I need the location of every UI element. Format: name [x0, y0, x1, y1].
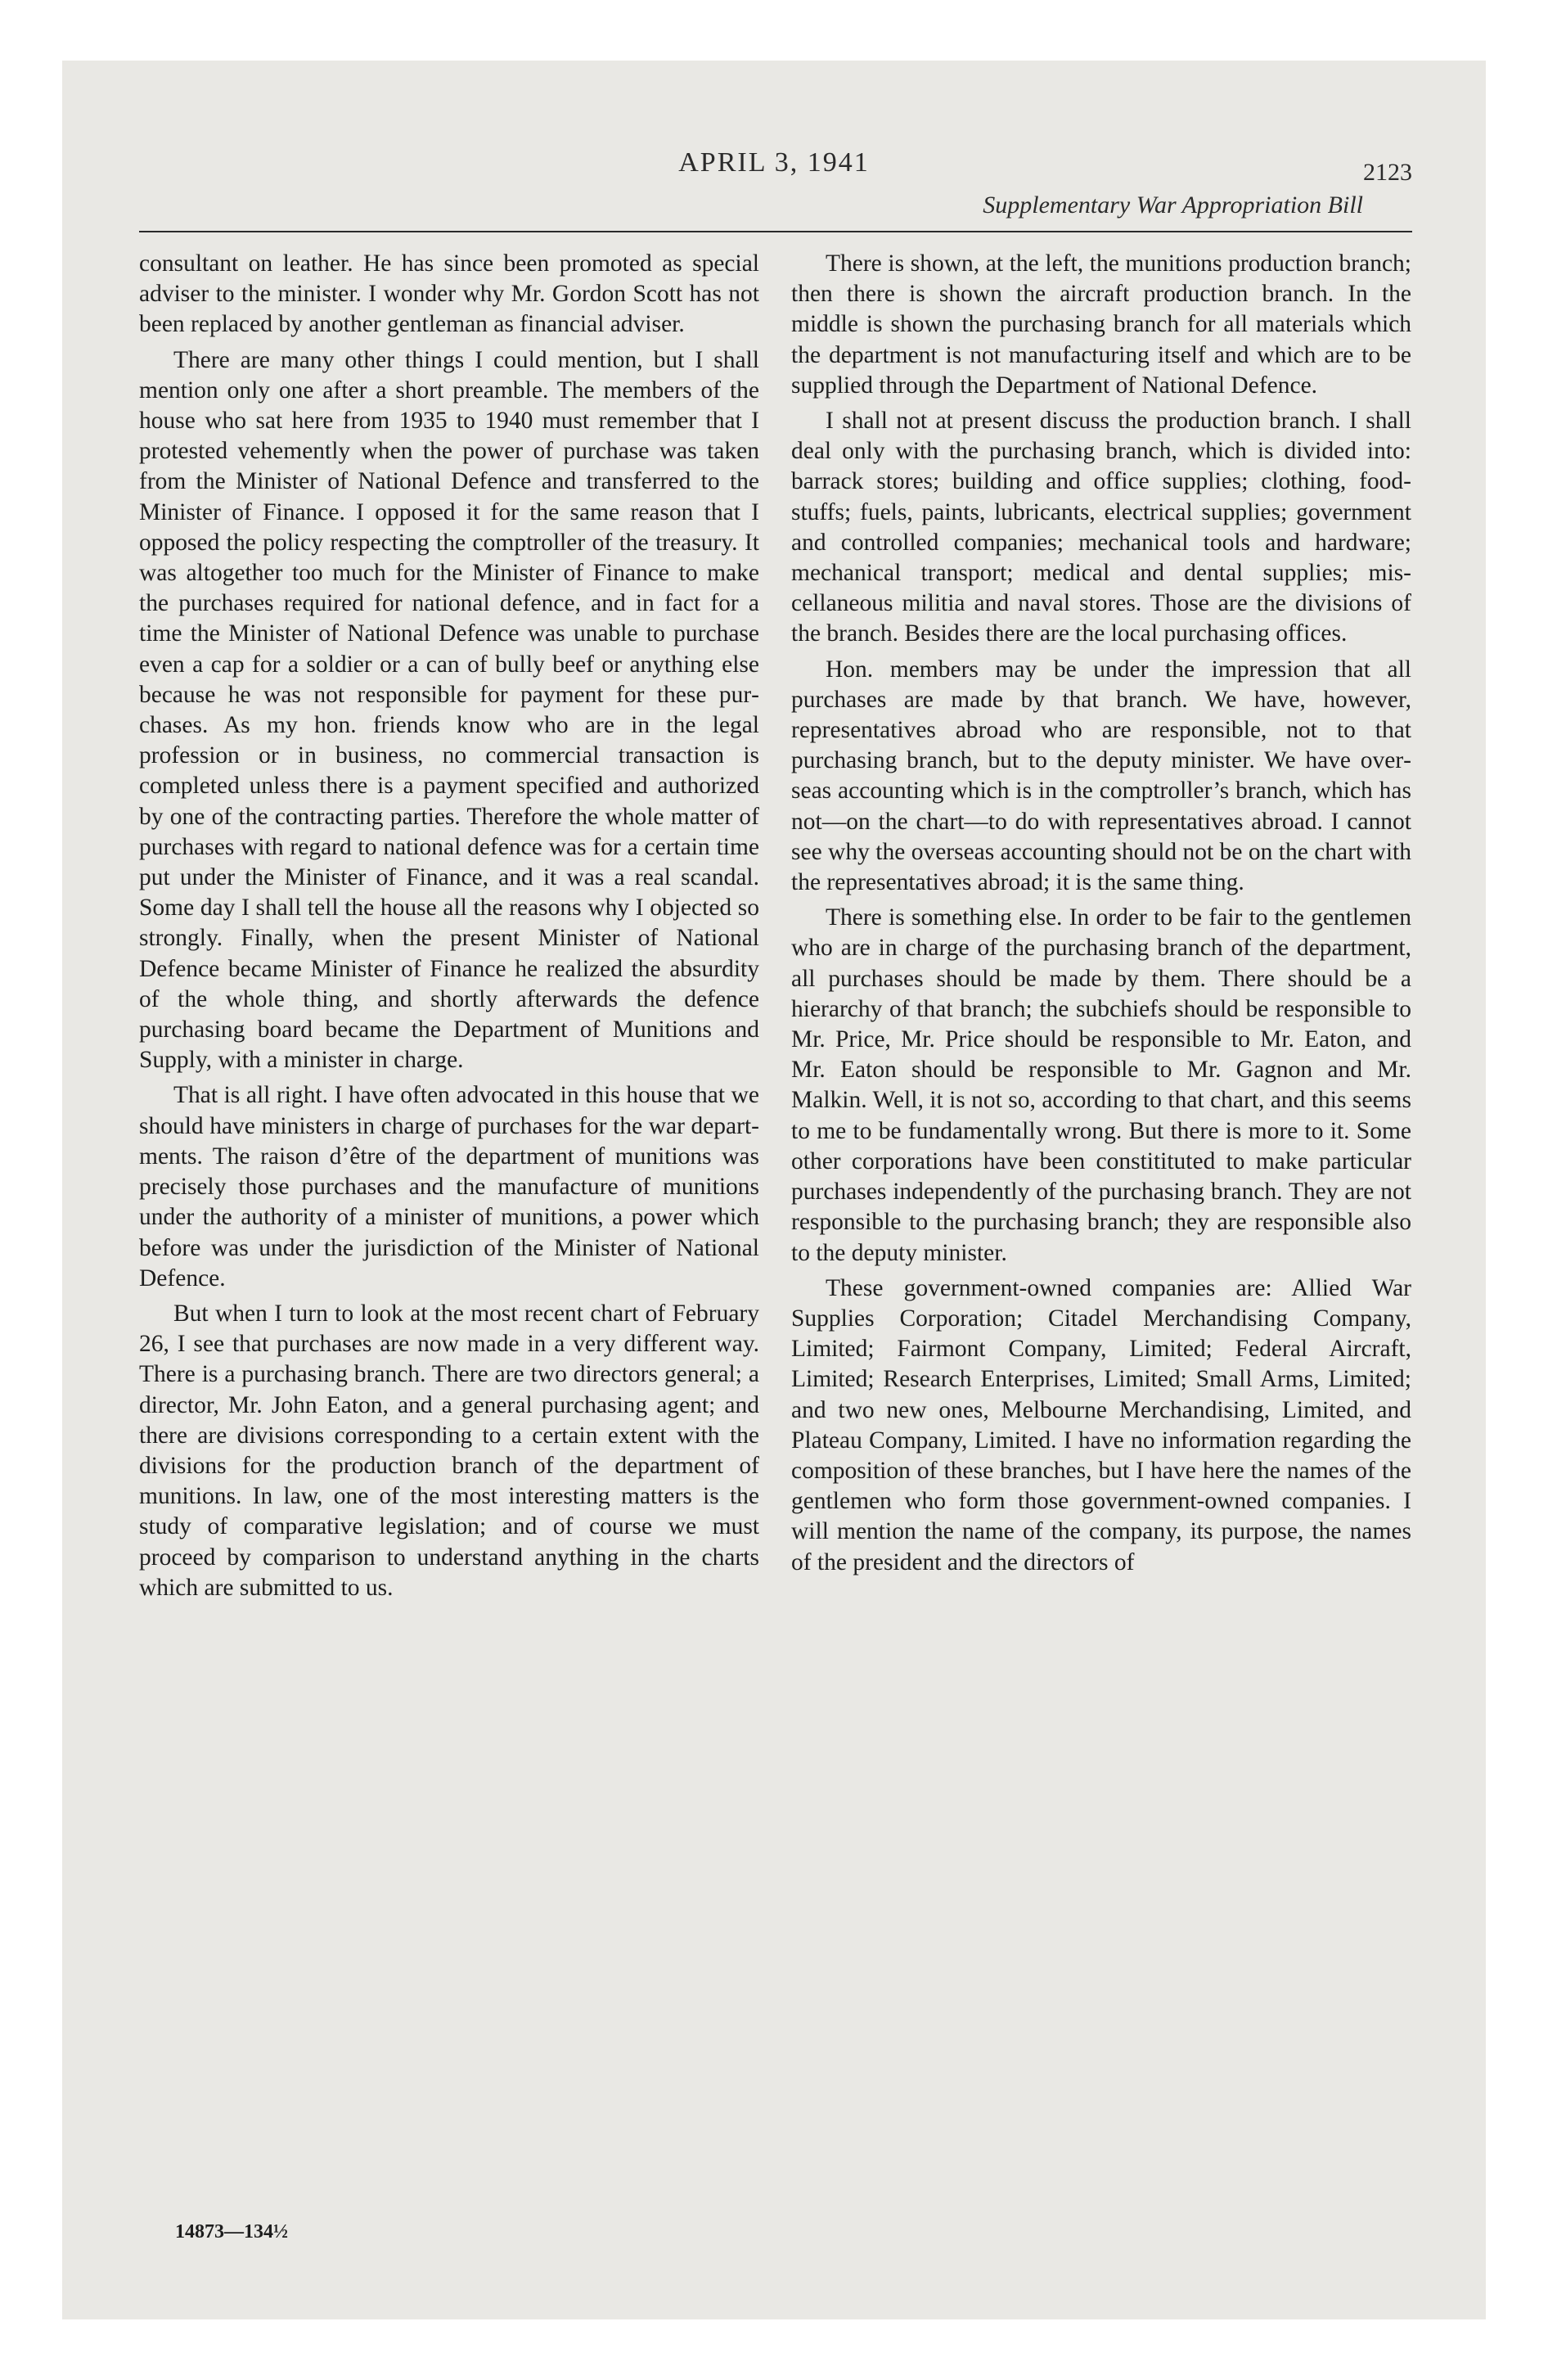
paragraph: But when I turn to look at the most recent chart of February 26, I see that purchases are now made in a very different way. There is a purchasing branch. There are two directors general; a director, Mr. John Eaton, and a general purchasing agent; and there are divisions corresponding to a certain extent with the divisions for the production branch of the department of munitions. In law, one of the most interesting matters is the study of comparative legislation; and of course we must proceed by comparison to understand anything in the charts which are submitted to us. — [139, 1300, 759, 1601]
page-number: 2123 — [1363, 159, 1412, 186]
paragraph: These government-owned companies are: Allied War Supplies Corporation; Citadel Merchandising Company, Limited; Fairmont Company, Limited; Federal Aircraft, Limited; Research Enterprises, Limited; Small Arms, Limited; and two new ones, Melbourne Merchandising, Limited, and Plateau Company, Limited. I have no information regarding the composition of these branches, but I have here the names of the gentlemen who form those government-owned companies. I will mention the name of the company, its purpose, the names of the president and the directors of — [791, 1274, 1411, 1575]
paragraph: I shall not at present discuss the production branch. I shall deal only with the purchasing branch, which is divided into: barrack stores; building and office supplies; clothing, foodstuffs; fuels, paints, lubricants, electrical supplies; government and controlled companies; mechanical tools and hardware; mechanical transport; medical and dental supplies; miscellaneous militia and naval stores. Those are the divisions of the branch. Besides there are the local purchasing offices. — [791, 408, 1411, 647]
scanned-page — [62, 61, 1486, 2319]
right-column — [791, 249, 1411, 1583]
header-date: APRIL 3, 1941 — [678, 147, 870, 178]
left-column — [139, 249, 759, 1608]
paragraph: There is shown, at the left, the munitions production branch; then there is shown the aircraft production branch. In the middle is shown the purchasing branch for all materials which the department is not manufacturing itself and which are to be supplied through the Department of National Defence. — [791, 250, 1411, 399]
footer-code: 14873—134½ — [175, 2221, 288, 2243]
paragraph: There is something else. In order to be fair to the gentlemen who are in charge of the purchasing branch of the department, all purchases should be made by them. There should be a hierarchy of that branch; the subchiefs should be responsible to Mr. Price, Mr. Price should be responsible to Mr. Eaton, and Mr. Eaton should be responsible to Mr. Gagnon and Mr. Malkin. Well, it is not so, according to that chart, and this seems to me to be fundamentally wrong. But there is more to it. Some other corporations have been constitituted to make particular purchases independently of the purchasing branch. They are not responsible to the purchasing branch; they are responsible also to the deputy minister. — [791, 904, 1411, 1266]
paragraph: There are many other things I could mention, but I shall mention only one after a short preamble. The members of the house who sat here from 1935 to 1940 must remember that I protested vehemently when the power of purchase was taken from the Minister of National Defence and transferred to the Minister of Finance. I opposed it for the same reason that I opposed the policy respecting the comptroller of the treasury. It was altogether too much for the Minister of Finance to make the purchases required for national defence, and in fact for a time the Minister of National Defence was unable to purchase even a cap for a soldier or a can of bully beef or anything else because he was not responsible for payment for these purchases. As my hon. friends know who are in the legal profession or in business, no commercial transaction is completed unless there is a payment specified and authorized by one of the contracting parties. Therefore the whole matter of purchases with regard to national defence was for a certain time put under the Minister of Finance, and it was a real scandal. Some day I shall tell the house all the reasons why I objected so strongly. Finally, when the present Minister of National Defence became Minister of Finance he realized the absurdity of the whole thing, and shortly afterwards the defence purchasing board became the Department of Munitions and Supply, with a minister in charge. — [139, 346, 759, 1074]
paragraph: Hon. members may be under the impression that all purchases are made by that branch. We have, however, representatives abroad who are responsible, not to that purchasing branch, but to the deputy minister. We have overseas accounting which is in the comptroller’s branch, which has not—on the chart—to do with representatives abroad. I cannot see why the overseas accounting should not be on the chart with the representatives abroad; it is the same thing. — [791, 656, 1411, 896]
header-subtitle: Supplementary War Appropriation Bill — [983, 192, 1363, 219]
paragraph: consultant on leather. He has since been promoted as special adviser to the minister. I wonder why Mr. Gordon Scott has not been replaced by another gentleman as financial adviser. — [139, 250, 759, 338]
header-rule — [139, 231, 1412, 232]
paragraph: That is all right. I have often advocated in this house that we should have ministers in charge of purchases for the war departments. The raison d’être of the department of munitions was precisely those purchases and the manufacture of munitions under the authority of a minister of munitions, a power which before was under the jurisdiction of the Minister of National Defence. — [139, 1082, 759, 1291]
